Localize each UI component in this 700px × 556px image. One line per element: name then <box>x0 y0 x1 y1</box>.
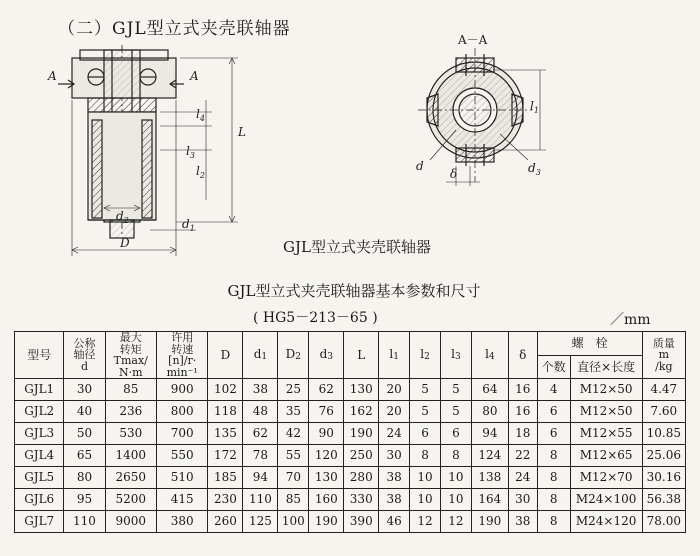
cell-l2: 10 <box>410 489 441 511</box>
cell-l2: 10 <box>410 467 441 489</box>
table-row <box>15 401 686 423</box>
header-l1: l1 <box>379 332 410 379</box>
cell-model: GJL1 <box>15 379 64 401</box>
cell-l2: 5 <box>410 401 441 423</box>
cell-n: 700 <box>157 423 208 445</box>
cell-delta: 22 <box>508 445 537 467</box>
cell-D2: 100 <box>278 511 309 533</box>
cell-l2: 12 <box>410 511 441 533</box>
cell-l3: 10 <box>440 467 471 489</box>
table-row <box>15 489 686 511</box>
table-row <box>15 423 686 445</box>
cell-d1: 94 <box>243 467 278 489</box>
cell-bolt-size: M12×50 <box>570 401 642 423</box>
cell-l3: 8 <box>440 445 471 467</box>
table-row <box>15 511 686 533</box>
cell-mass: 4.47 <box>642 379 685 401</box>
cell-l1: 38 <box>379 467 410 489</box>
label-D: D <box>120 236 130 250</box>
table-row <box>15 379 686 401</box>
label-section-aa: A－A <box>458 33 488 47</box>
cell-tmax: 1400 <box>105 445 156 467</box>
header-d1: d1 <box>243 332 278 379</box>
cell-D2: 42 <box>278 423 309 445</box>
cell-d3: 130 <box>309 467 344 489</box>
section-view <box>418 48 546 186</box>
cell-L: 190 <box>344 423 379 445</box>
cell-delta: 24 <box>508 467 537 489</box>
cell-n: 510 <box>157 467 208 489</box>
label-d1: $d_1$ <box>182 217 195 233</box>
cell-tmax: 530 <box>105 423 156 445</box>
cell-model: GJL4 <box>15 445 64 467</box>
cell-d3: 160 <box>309 489 344 511</box>
cell-L: 280 <box>344 467 379 489</box>
cell-bolt-size: M24×100 <box>570 489 642 511</box>
cell-n: 900 <box>157 379 208 401</box>
label-a-left: A <box>48 69 57 83</box>
cell-l3: 12 <box>440 511 471 533</box>
cell-model: GJL5 <box>15 467 64 489</box>
cell-bolt-count: 4 <box>537 379 570 401</box>
cell-l4: 94 <box>471 423 508 445</box>
cell-bolt-size: M12×50 <box>570 379 642 401</box>
label-d: d <box>416 159 424 173</box>
cell-d3: 90 <box>309 423 344 445</box>
cell-n: 415 <box>157 489 208 511</box>
cell-l2: 6 <box>410 423 441 445</box>
cell-model: GJL2 <box>15 401 64 423</box>
cell-mass: 30.16 <box>642 467 685 489</box>
cell-n: 380 <box>157 511 208 533</box>
cell-mass: 25.06 <box>642 445 685 467</box>
cell-d3: 190 <box>309 511 344 533</box>
cell-l4: 190 <box>471 511 508 533</box>
section-title: （二）GJL型立式夹壳联轴器 <box>58 19 291 39</box>
cell-l3: 5 <box>440 401 471 423</box>
cell-l1: 38 <box>379 489 410 511</box>
cell-l2: 8 <box>410 445 441 467</box>
label-l4: $l_4$ <box>196 107 205 123</box>
cell-d3: 62 <box>309 379 344 401</box>
header-bolt-count: 个数 <box>537 355 570 379</box>
cell-bolt-size: M24×120 <box>570 511 642 533</box>
cell-l3: 6 <box>440 423 471 445</box>
cell-bolt-count: 6 <box>537 423 570 445</box>
standard-number: ( HG5－213－65 ) <box>253 310 378 326</box>
cell-tmax: 2650 <box>105 467 156 489</box>
cell-d1: 62 <box>243 423 278 445</box>
cell-l4: 138 <box>471 467 508 489</box>
cell-mass: 78.00 <box>642 511 685 533</box>
label-d3: $d_3$ <box>528 161 541 177</box>
cell-mass: 10.85 <box>642 423 685 445</box>
cell-D2: 55 <box>278 445 309 467</box>
cell-bolt-size: M12×55 <box>570 423 642 445</box>
header-bolt-size: 直径×长度 <box>570 355 642 379</box>
cell-D2: 85 <box>278 489 309 511</box>
label-l2: $l_2$ <box>196 164 205 180</box>
cell-D: 135 <box>208 423 243 445</box>
header-max-torque: 最大 转矩 Tmax/ N·m <box>105 332 156 379</box>
header-D: D <box>208 332 243 379</box>
cell-d3: 76 <box>309 401 344 423</box>
cell-tmax: 236 <box>105 401 156 423</box>
cell-l1: 20 <box>379 401 410 423</box>
cell-D: 230 <box>208 489 243 511</box>
cell-l4: 80 <box>471 401 508 423</box>
cell-d: 50 <box>64 423 105 445</box>
cell-D2: 25 <box>278 379 309 401</box>
cell-delta: 38 <box>508 511 537 533</box>
header-delta: δ <box>508 332 537 379</box>
cell-bolt-count: 8 <box>537 489 570 511</box>
cell-L: 330 <box>344 489 379 511</box>
header-L: L <box>344 332 379 379</box>
cell-l3: 5 <box>440 379 471 401</box>
cell-L: 250 <box>344 445 379 467</box>
cell-l1: 30 <box>379 445 410 467</box>
cell-d1: 48 <box>243 401 278 423</box>
cell-d1: 125 <box>243 511 278 533</box>
header-l2: l2 <box>410 332 441 379</box>
cell-delta: 16 <box>508 379 537 401</box>
cell-l1: 20 <box>379 379 410 401</box>
cell-L: 162 <box>344 401 379 423</box>
header-allowable-speed: 许用 转速 [n]/r· min⁻¹ <box>157 332 208 379</box>
cell-model: GJL3 <box>15 423 64 445</box>
cell-delta: 18 <box>508 423 537 445</box>
cell-n: 800 <box>157 401 208 423</box>
table-row <box>15 467 686 489</box>
cell-d1: 78 <box>243 445 278 467</box>
cell-n: 550 <box>157 445 208 467</box>
cell-d: 80 <box>64 467 105 489</box>
cell-d: 65 <box>64 445 105 467</box>
label-delta: δ <box>450 167 458 181</box>
cell-l2: 5 <box>410 379 441 401</box>
unit-label: ／mm <box>610 312 651 328</box>
spec-table <box>14 331 686 533</box>
cell-model: GJL6 <box>15 489 64 511</box>
cell-mass: 56.38 <box>642 489 685 511</box>
cell-bolt-count: 8 <box>537 511 570 533</box>
cell-d: 95 <box>64 489 105 511</box>
cell-tmax: 85 <box>105 379 156 401</box>
label-a-right: A <box>190 69 199 83</box>
cell-l4: 64 <box>471 379 508 401</box>
cell-L: 390 <box>344 511 379 533</box>
cell-D2: 35 <box>278 401 309 423</box>
cell-l1: 24 <box>379 423 410 445</box>
header-D2: D2 <box>278 332 309 379</box>
label-d2: $d_2$ <box>116 209 129 225</box>
cell-bolt-size: M12×70 <box>570 467 642 489</box>
cell-l4: 124 <box>471 445 508 467</box>
cell-delta: 30 <box>508 489 537 511</box>
cell-D: 102 <box>208 379 243 401</box>
cell-D: 260 <box>208 511 243 533</box>
cell-mass: 7.60 <box>642 401 685 423</box>
figure-caption: GJL型立式夹壳联轴器 <box>283 238 431 256</box>
front-view <box>58 45 238 256</box>
cell-tmax: 9000 <box>105 511 156 533</box>
header-l3: l3 <box>440 332 471 379</box>
header-mass: 质量 m /kg <box>642 332 685 379</box>
cell-l3: 10 <box>440 489 471 511</box>
cell-tmax: 5200 <box>105 489 156 511</box>
cell-d1: 110 <box>243 489 278 511</box>
table-title: GJL型立式夹壳联轴器基本参数和尺寸 <box>227 282 481 300</box>
cell-model: GJL7 <box>15 511 64 533</box>
header-bolt: 螺 栓 <box>537 332 642 356</box>
cell-d3: 120 <box>309 445 344 467</box>
cell-D2: 70 <box>278 467 309 489</box>
cell-l1: 46 <box>379 511 410 533</box>
label-l3: $l_3$ <box>186 144 195 160</box>
cell-bolt-count: 6 <box>537 401 570 423</box>
cell-d: 40 <box>64 401 105 423</box>
cell-l4: 164 <box>471 489 508 511</box>
header-l4: l4 <box>471 332 508 379</box>
cell-d: 30 <box>64 379 105 401</box>
cell-d: 110 <box>64 511 105 533</box>
cell-bolt-count: 8 <box>537 445 570 467</box>
cell-D: 185 <box>208 467 243 489</box>
cell-delta: 16 <box>508 401 537 423</box>
header-model: 型号 <box>15 332 64 379</box>
cell-d1: 38 <box>243 379 278 401</box>
label-l1: $l_1$ <box>530 99 539 115</box>
cell-bolt-count: 8 <box>537 467 570 489</box>
header-d3: d3 <box>309 332 344 379</box>
cell-D: 118 <box>208 401 243 423</box>
table-row <box>15 445 686 467</box>
header-nominal-diameter: 公称 轴径 d <box>64 332 105 379</box>
label-L: L <box>238 125 246 139</box>
cell-bolt-size: M12×65 <box>570 445 642 467</box>
cell-L: 130 <box>344 379 379 401</box>
cell-D: 172 <box>208 445 243 467</box>
